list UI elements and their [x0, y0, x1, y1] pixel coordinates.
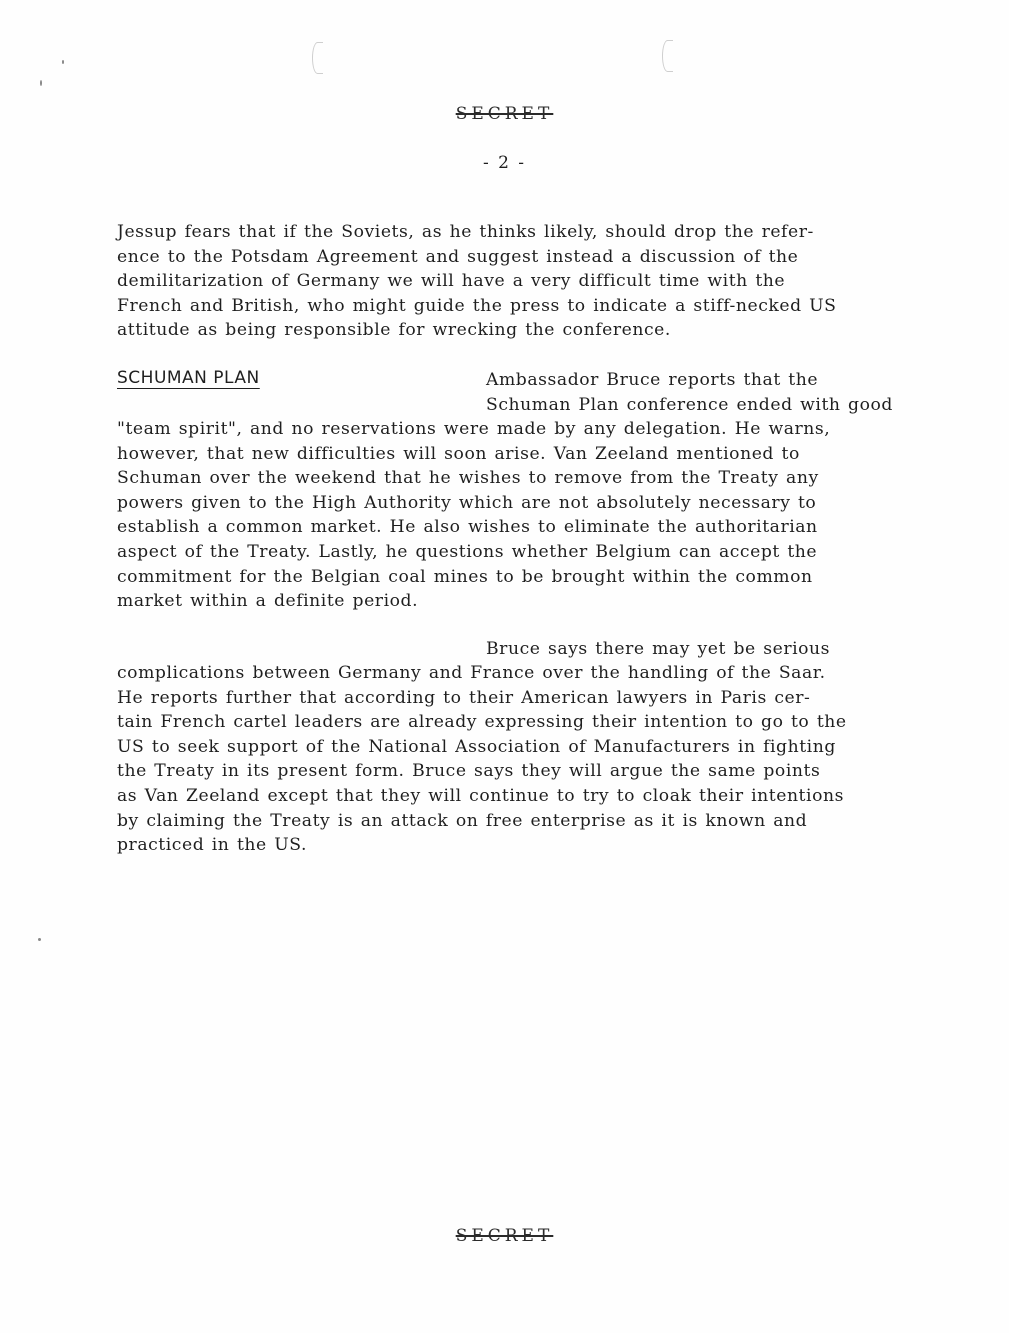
paper-speck — [38, 938, 41, 941]
paragraph-line: however, that new difficulties will soon arise. Van Zeeland mentioned to — [117, 443, 800, 464]
paragraph-line: US to seek support of the National Association of Manufacturers in fighting — [117, 736, 836, 757]
paragraph-line: Jessup fears that if the Soviets, as he thinks likely, should drop the refer- — [117, 222, 814, 242]
paragraph-line: ence to the Potsdam Agreement and suggest instead a discussion of the — [117, 246, 799, 267]
paragraph-line: attitude as being responsible for wrecking the conference. — [117, 320, 671, 341]
paragraph-line: complications between Germany and France over the handling of the Saar. — [117, 663, 826, 683]
paper-speck — [40, 80, 42, 86]
paragraph-line: establish a common market. He also wishes to eliminate the authoritarian — [117, 517, 818, 538]
paper-speck — [62, 60, 64, 64]
paragraph-line: Ambassador Bruce reports that the — [486, 370, 819, 390]
classification-header-text: SECRET — [455, 104, 554, 124]
paragraph-line: commitment for the Belgian coal mines to be brought within the common — [117, 566, 813, 587]
section-heading-schuman-plan: SCHUMAN PLAN — [117, 368, 260, 388]
page-number: - 2 - — [482, 153, 527, 173]
paragraph-line: Schuman over the weekend that he wishes to remove from the Treaty any — [117, 468, 819, 489]
paragraph-line: practiced in the US. — [117, 835, 308, 856]
paragraph-line: tain French cartel leaders are already expressing their intention to go to the — [117, 712, 847, 733]
classification-header — [0, 104, 1009, 124]
punch-mark-left — [312, 42, 323, 74]
paragraph-line: by claiming the Treaty is an attack on free enterprise as it is known and — [117, 810, 808, 831]
classification-footer-text: SECRET — [455, 1226, 554, 1246]
paragraph-line: aspect of the Treaty. Lastly, he questions whether Belgium can accept the — [117, 541, 818, 562]
paragraph-schuman-opening — [486, 368, 893, 417]
paragraph-jessup — [117, 220, 837, 343]
classification-footer — [0, 1226, 1009, 1246]
paragraph-line: demilitarization of Germany we will have a very difficult time with the — [117, 271, 786, 292]
paragraph-bruce-body — [117, 661, 847, 858]
paragraph-line: Bruce says there may yet be serious — [486, 639, 831, 659]
paragraph-line: He reports further that according to their American lawyers in Paris cer- — [117, 687, 811, 708]
paragraph-schuman-body — [117, 417, 830, 614]
paragraph-line: the Treaty in its present form. Bruce says they will argue the same points — [117, 761, 821, 782]
punch-mark-right — [662, 40, 673, 72]
paragraph-line: market within a definite period. — [117, 591, 419, 612]
paragraph-bruce-opening — [486, 637, 830, 662]
paragraph-line: as Van Zeeland except that they will continue to try to cloak their intentions — [117, 785, 844, 806]
paragraph-line: French and British, who might guide the press to indicate a stiff-necked US — [117, 295, 837, 316]
paragraph-line: powers given to the High Authority which are not absolutely necessary to — [117, 492, 817, 513]
paragraph-line: Schuman Plan conference ended with good — [486, 394, 893, 415]
paragraph-line: "team spirit", and no reservations were made by any delegation. He warns, — [117, 419, 831, 439]
